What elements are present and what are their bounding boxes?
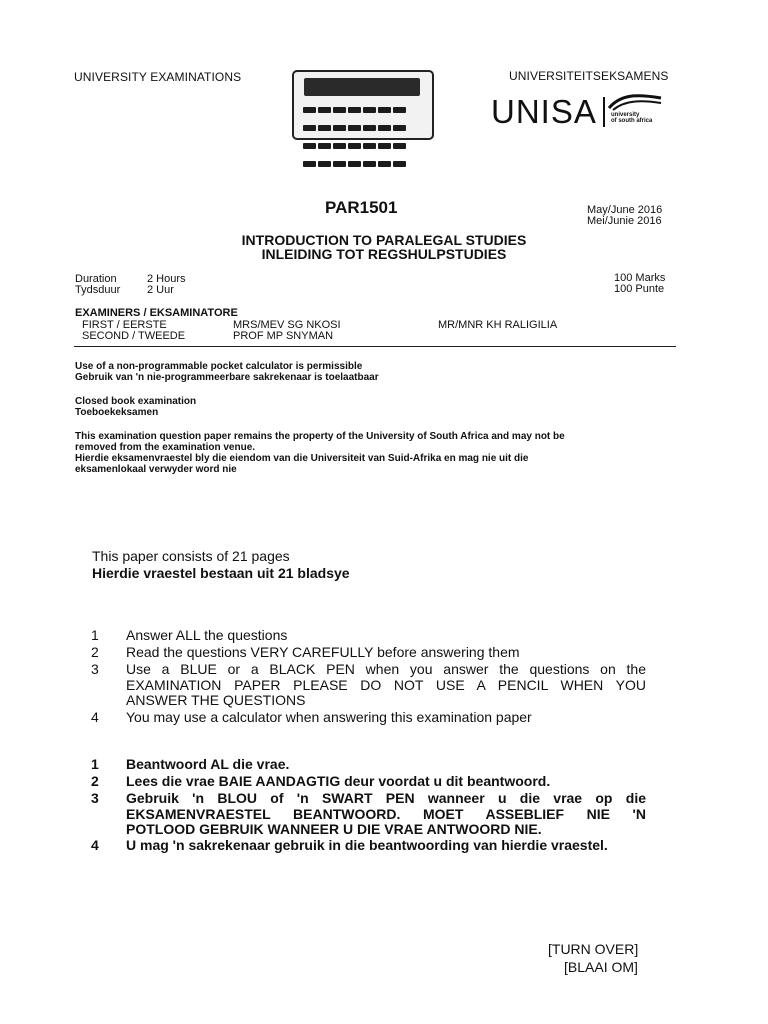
calculator-icon [292,70,434,140]
calculator-notice-af: Gebruik van 'n nie-programmeerbare sakrekenaar is toelaatbaar [75,372,379,383]
header-left-title: UNIVERSITY EXAMINATIONS [74,70,242,84]
property-notice-en-1: This examination question paper remains the property of the University of South Africa and may not be [75,431,565,442]
instruction-item: 4 You may use a calculator when answering this examination paper [91,709,532,725]
examiners-heading: EXAMINERS / EKSAMINATORE [75,307,238,319]
unisa-logo-wave-icon [607,90,663,112]
instruction-item: 1 Answer ALL the questions [91,627,288,643]
closed-book-en: Closed book examination [75,396,197,407]
duration-label-af: Tydsduur [75,284,121,296]
first-examiner-label: FIRST / EERSTE [82,319,167,331]
property-notice-en-2: removed from the examination venue. [75,442,256,453]
second-examiner-name: PROF MP SNYMAN [233,330,334,342]
duration-value-af: 2 Uur [147,284,174,296]
header-right-title: UNIVERSITEITSEKSAMENS [509,69,669,83]
second-examiner-label: SECOND / TWEEDE [82,330,186,342]
turn-over-en: [TURN OVER] [548,941,639,957]
calculator-notice-en: Use of a non-programmable pocket calculator is permissible [75,361,363,372]
first-examiner-name: MRS/MEV SG NKOSI [233,319,341,331]
duration-label-en: Duration [75,273,117,285]
session-en: May/June 2016 [587,204,663,216]
instruction-item: 2 Lees die vrae BAIE AANDAGTIG deur voordat u dit beantwoord. [91,773,551,789]
page-count-en: This paper consists of 21 pages [92,548,290,564]
marks-af: 100 Punte [614,283,665,295]
instruction-item: 2 Read the questions VERY CAREFULLY before answering them [91,644,520,660]
session-af: Mei/Junie 2016 [587,215,662,227]
unisa-logo-text: UNISA [491,93,597,130]
closed-book-af: Toeboekeksamen [75,407,159,418]
unisa-logo-tagline: university of south africa [611,112,653,124]
page-count-af: Hierdie vraestel bestaan uit 21 bladsye [92,565,350,581]
property-notice-af-2: eksamenlokaal verwyder word nie [75,464,237,475]
first-examiner-name-2: MR/MNR KH RALIGILIA [438,319,558,331]
duration-value-en: 2 Hours [147,273,186,285]
property-notice-af-1: Hierdie eksamenvraestel bly die eiendom van die Universiteit van Suid-Afrika en mag nie uit die [75,453,529,464]
instruction-item: 3 Gebruik 'n BLOU of 'n SWART PEN wanneer u die vrae op die EKSAMENVRAESTEL BEANTWOORD. MOET ASSEBLIEF NIE 'N POTLOOD GEBRUIK WANNEER U DIE VRAE ANTWOORD NIE. [91,790,646,837]
exam-code: PAR1501 [325,198,398,217]
turn-over-af: [BLAAI OM] [564,959,638,975]
instruction-item: 1 Beantwoord AL die vrae. [91,756,290,772]
title-af: INLEIDING TOT REGSHULPSTUDIES [261,246,507,262]
instruction-item: 4 U mag 'n sakrekenaar gebruik in die beantwoording van hierdie vraestel. [91,837,608,853]
instruction-item: 3 Use a BLUE or a BLACK PEN when you answer the questions on the EXAMINATION PAPER PLEASE DO NOT USE A PENCIL WHEN YOU ANSWER THE QUESTIONS [91,661,646,708]
divider [74,346,676,347]
marks-en: 100 Marks [614,272,666,284]
title-en: INTRODUCTION TO PARALEGAL STUDIES [241,232,527,248]
